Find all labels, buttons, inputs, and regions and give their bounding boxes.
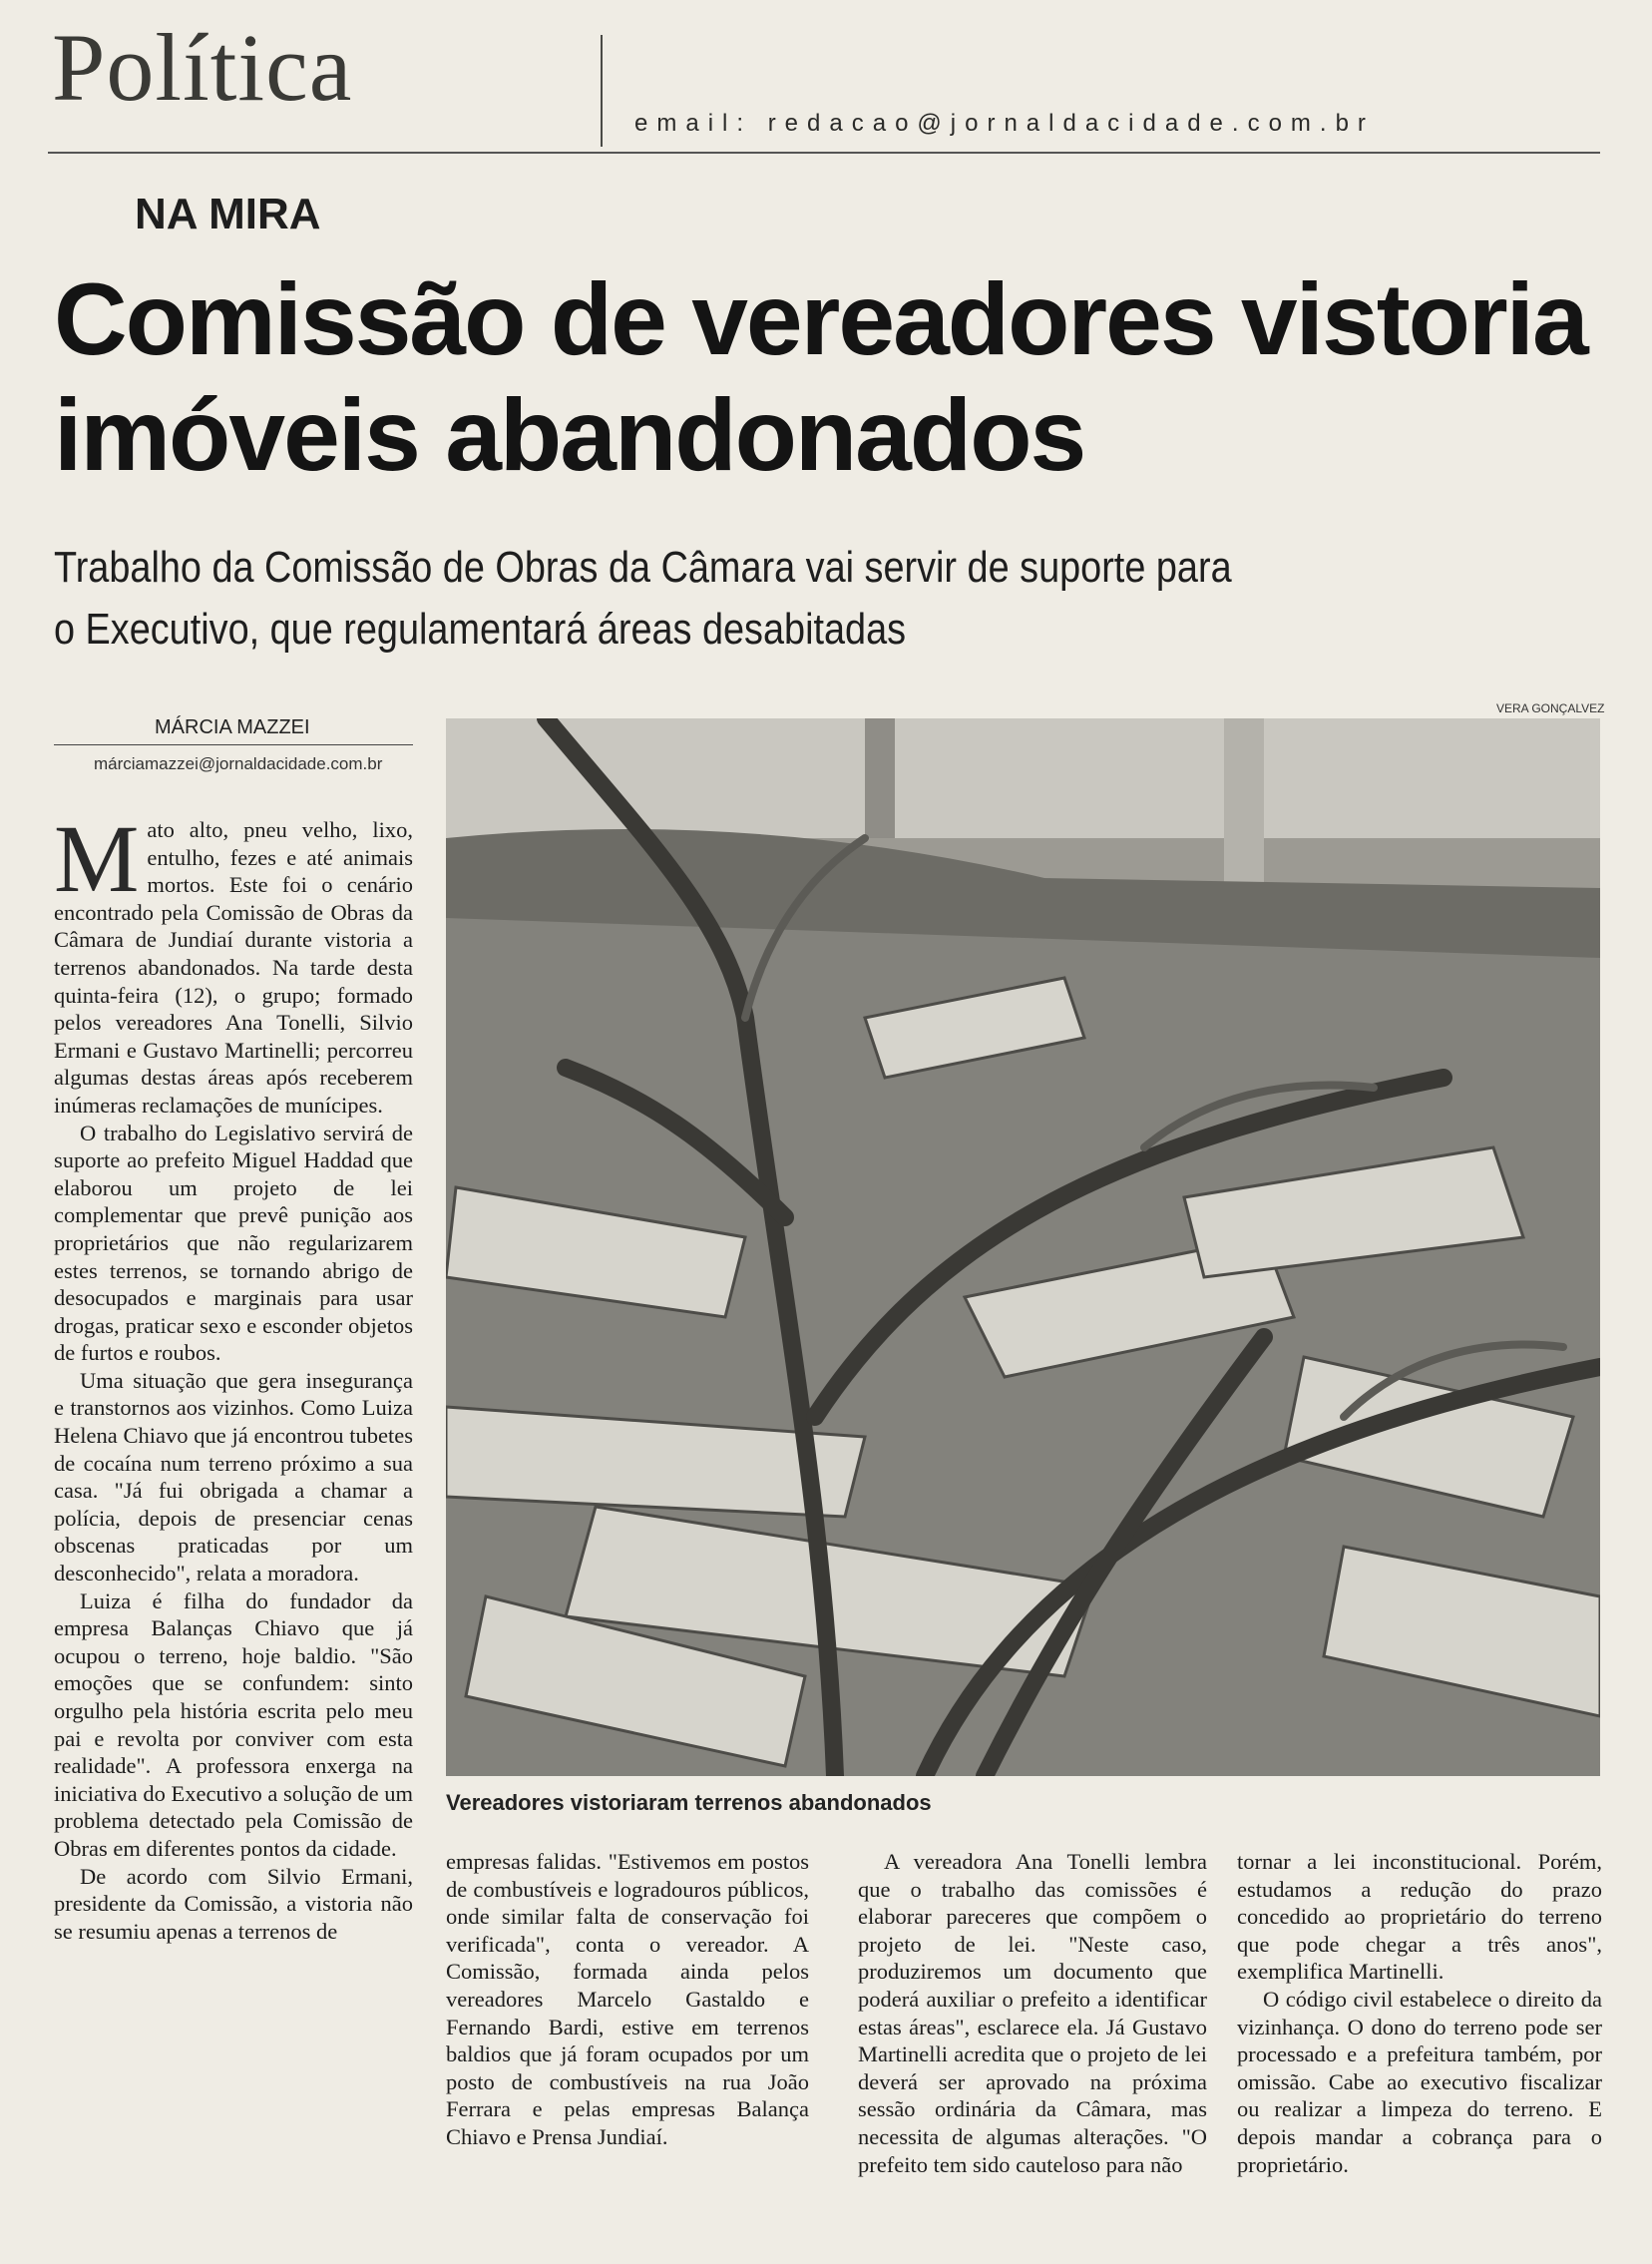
section-email: email: redacao@jornaldacidade.com.br [634,110,1375,137]
paragraph: De acordo com Silvio Ermani, presidente da Comissão, a vistoria não se resumiu apenas a terrenos de [54,1863,413,1944]
paragraph: empresas falidas. "Estivemos em postos de combustíveis e logradouros públicos, onde similar falta de conservação foi verificada", conta o vereador. A Comissão, formada ainda pelos vereadores Marcelo Gastaldo e Fernando Bardi, estive em terrenos baldios que já foram ocupados por um posto de combustíveis na rua João Ferrara e pelas empresas Balança Chiavo e Prensa Jundiaí. [446,1849,809,2149]
article-column-2 [446,1848,809,2151]
paragraph: Uma situação que gera insegurança e transtornos aos vizinhos. Como Luiza Helena Chiavo que já encontrou tubetes de cocaína num terreno próximo a sua casa. "Já fui obrigada a chamar a polícia, depois de presenciar cenas obscenas praticadas por um desconhecido", relata a moradora. [54,1367,413,1586]
section-title: Política [52,14,353,121]
paragraph: O código civil estabelece o direito da vizinhança. O dono do terreno pode ser processado e a prefeitura também, por omissão. Cabe ao executivo fiscalizar ou realizar a limpeza do terreno. E depois mandar a cobrança para o proprietário. [1237,1986,1602,2177]
article-column-1 [54,805,413,1945]
article-column-3 [858,1848,1207,2178]
paragraph: tornar a lei inconstitucional. Porém, estudamos a redução do prazo concedido ao proprietário do terreno que pode chegar a três anos", exemplifica Martinelli. [1237,1849,1602,1985]
photo-rubble-illustration [446,718,1600,1776]
drop-cap: M [54,805,140,912]
article-kicker: NA MIRA [135,190,321,238]
paragraph-text: ato alto, pneu velho, lixo, entulho, fezes e até animais mortos. Este foi o cenário encontrado pela Comissão de Obras da Câmara de Jundiaí durante vistoria a terrenos abandonados. Na tarde desta quinta-feira (12), o grupo; formado pelos vereadores Ana Tonelli, Silvio Ermani e Gustavo Martinelli; percorreu algumas destas áreas após receberem inúmeras reclamações de munícipes. [54,817,413,1118]
paragraph: A vereadora Ana Tonelli lembra que o trabalho das comissões é elaborar pareceres que compõem o projeto de lei. "Neste caso, produziremos um documento que poderá auxiliar o prefeito a identificar estas áreas", esclarece ela. Já Gustavo Martinelli acredita que o projeto de lei deverá ser aprovado na próxima sessão ordinária da Câmara, mas necessita de algumas alterações. "O prefeito tem sido cauteloso para não [858,1849,1207,2177]
author-email: márciamazzei@jornaldacidade.com.br [94,754,383,773]
photo-credit: VERA GONÇALVEZ [1496,701,1605,715]
paragraph [54,805,413,1120]
paragraph: O trabalho do Legislativo servirá de suporte ao prefeito Miguel Haddad que elaborou um projeto de lei complementar que prevê punição aos proprietários que não regularizarem estes terrenos, se tornando abrigo de desocupados e marginais para usar drogas, praticar sexo e esconder objetos de furtos e roubos. [54,1120,413,1366]
header-divider-horizontal [48,152,1600,154]
paragraph: Luiza é filha do fundador da empresa Balanças Chiavo que já ocupou o terreno, hoje baldio. "São emoções que se confundem: sinto orgulho pela história escrita pelo meu pai e revolta por conviver com esta realidade". A professora enxerga na iniciativa do Executivo a solução de um problema detectado pela Comissão de Obras em diferentes pontos da cidade. [54,1587,413,1861]
header-divider-vertical [601,35,603,147]
article-subhead: Trabalho da Comissão de Obras da Câmara vai servir de suporte para o Executivo, que regulamentará áreas desabitadas [54,543,1232,654]
article-column-4 [1237,1848,1602,2178]
photo-caption: Vereadores vistoriaram terrenos abandonados [446,1790,932,1815]
author-name: MÁRCIA MAZZEI [155,716,310,738]
byline-divider [54,744,413,745]
article-photo [446,718,1600,1776]
article-headline: Comissão de vereadores vistoria imóveis abandonados [54,262,1587,492]
